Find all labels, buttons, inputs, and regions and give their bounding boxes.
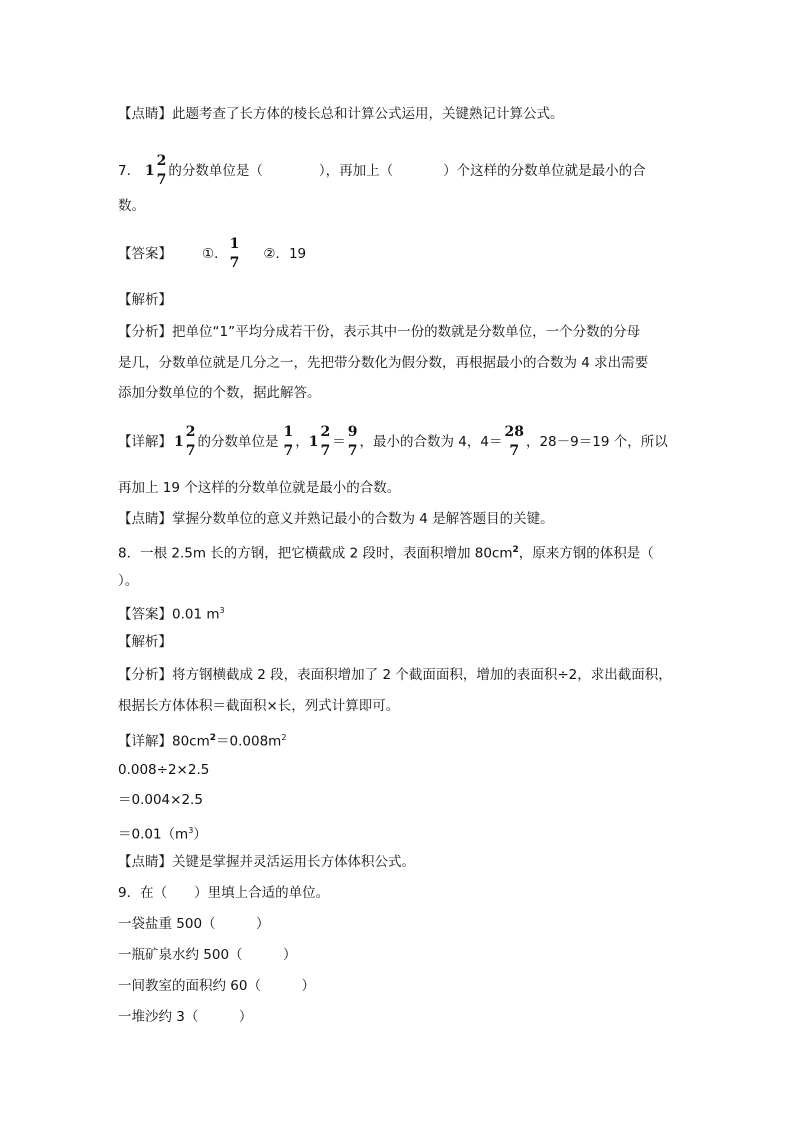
q7-fenxi-line3: 添加分数单位的个数，据此解答。 (118, 385, 321, 401)
q8-calc3-end: ） (193, 826, 207, 843)
q8-dianjing: 【点睛】关键是掌握并灵活运用长方体体积公式。 (118, 854, 415, 870)
q9-item-2: 一瓶矿泉水约 500（ ） (118, 947, 297, 963)
q7-detail-unit-den: 7 (283, 443, 294, 459)
q7-fenxi-line1: 【分析】把单位“1”平均分成若干份，表示其中一份的数就是分数单位，一个分数的分母 (118, 324, 641, 340)
q7-detail-mixed (174, 425, 198, 459)
q7-detail-28-fraction (503, 425, 524, 459)
q7-text-part1: 的分数单位是（ (168, 163, 263, 179)
q7-detail-text3: ，28－9＝19 个，所以 (525, 434, 668, 450)
q7-detail-mixed2-den: 7 (320, 443, 331, 459)
q7-detail-unit-num: 1 (283, 424, 294, 440)
q7-detail-mixed2-num: 2 (320, 424, 331, 440)
q7-detail-comma: ， (295, 434, 309, 450)
q7-mixed-number (145, 154, 169, 188)
q8-detail-b-sup: 2 (281, 733, 287, 742)
q8-question-line2: ）。 (118, 573, 139, 589)
q8-calc3-sup: 3 (188, 826, 194, 835)
q7-detail-mixed-fraction (185, 425, 197, 459)
q7-detail-mixed-den: 7 (185, 443, 196, 459)
q7-detail-unit-fraction (283, 425, 295, 459)
q8-detail-a-sup: 2 (209, 733, 217, 743)
q7-analysis-label: 【解析】 (118, 292, 172, 308)
q7-detail-mixed2-fraction (320, 425, 332, 459)
q7-number: 7. (118, 163, 131, 179)
q7-answer-mark2: ②．19 (263, 246, 307, 262)
q8-fenxi-line2: 根据长方体体积＝截面积×长，列式计算即可。 (118, 698, 400, 714)
q7-detail-text2: ，最小的合数为 4，4＝ (359, 434, 503, 450)
q8-detail-b: ＝0.008m (216, 733, 282, 750)
q8-text-l1: 8．一根 2.5m 长的方钢，把它横截成 2 段时，表面积增加 80cm (118, 545, 513, 562)
q7-answer-mark1: ①． (202, 246, 228, 262)
q7-detail-improper-fraction (347, 425, 359, 459)
q7-detail-improper-den: 7 (347, 443, 358, 459)
q8-calc-line1: 0.008÷2×2.5 (118, 762, 210, 778)
q7-detail-text1: 的分数单位是 (197, 434, 279, 450)
q7-text-part3: ）个这样的分数单位就是最小的合 (443, 163, 646, 179)
q8-fenxi-line1: 【分析】将方钢横截成 2 段，表面积增加了 2 个截面面积，增加的表面积÷2，求出截面积， (118, 667, 672, 683)
q7-question-line2: 数。 (118, 198, 145, 214)
q7-mixed-num: 2 (156, 153, 167, 169)
q8-calc-line2: ＝0.004×2.5 (118, 792, 203, 808)
q9-question: 9．在（ ）里填上合适的单位。 (118, 885, 330, 901)
q8-answer (118, 601, 225, 625)
q8-detail-a: 【详解】80cm (118, 733, 210, 750)
q7-fenxi-line2: 是几，分数单位就是几分之一，先把带分数化为假分数，再根据最小的合数为 4 求出需要 (118, 355, 649, 371)
q8-answer-sup: 3 (219, 606, 225, 615)
q7-detail-mixed-whole: 1 (174, 434, 184, 450)
q7-answer (118, 234, 306, 274)
q7-mixed-den: 7 (156, 172, 167, 188)
q9-item-4: 一堆沙约 3（ ） (118, 1009, 253, 1025)
q7-detail-mixed2-whole: 1 (308, 434, 319, 450)
q9-item-1: 一袋盐重 500（ ） (118, 916, 270, 932)
q7-detail-mixed-num: 2 (185, 424, 196, 440)
q7-detail-28-den: 7 (509, 443, 520, 459)
q8-question-line1 (118, 540, 654, 564)
q7-detail-improper-num: 9 (347, 424, 358, 440)
q7-detail-mixed2 (309, 425, 333, 459)
q9-item-3: 一间教室的面积约 60（ ） (118, 978, 315, 994)
q7-answer-fraction (229, 237, 241, 271)
q7-answer-label: 【答案】 (118, 246, 172, 262)
q7-answer-den: 7 (229, 255, 240, 271)
q7-dianjing: 【点睛】掌握分数单位的意义并熟记最小的合数为 4 是解答题目的关键。 (118, 511, 554, 527)
q7-detail-line2: 再加上 19 个这样的分数单位就是最小的合数。 (118, 480, 401, 496)
q7-detail-label: 【详解】 (118, 434, 172, 450)
q7-question-line1 (118, 151, 646, 191)
q7-mixed-whole: 1 (144, 163, 155, 179)
q7-detail (118, 420, 668, 464)
q8-analysis-label: 【解析】 (118, 634, 172, 650)
q8-calc-line3 (118, 821, 207, 845)
q8-answer-text: 【答案】0.01 m (118, 606, 220, 623)
q7-mixed-fraction (156, 154, 168, 188)
q8-calc3-text: ＝0.01（m (118, 826, 189, 843)
q8-text-l1-sup: 2 (512, 545, 519, 555)
q7-detail-28-num: 28 (504, 424, 524, 440)
q6-dianjing: 【点睛】此题考查了长方体的棱长总和计算公式运用，关键熟记计算公式。 (118, 106, 564, 122)
q8-text-l1-end: ，原来方钢的体积是（ (518, 545, 654, 562)
q8-detail (118, 728, 286, 752)
q7-detail-eq: ＝ (332, 434, 346, 450)
q7-answer-num: 1 (229, 236, 240, 252)
q7-text-part2: ），再加上（ (318, 163, 394, 179)
